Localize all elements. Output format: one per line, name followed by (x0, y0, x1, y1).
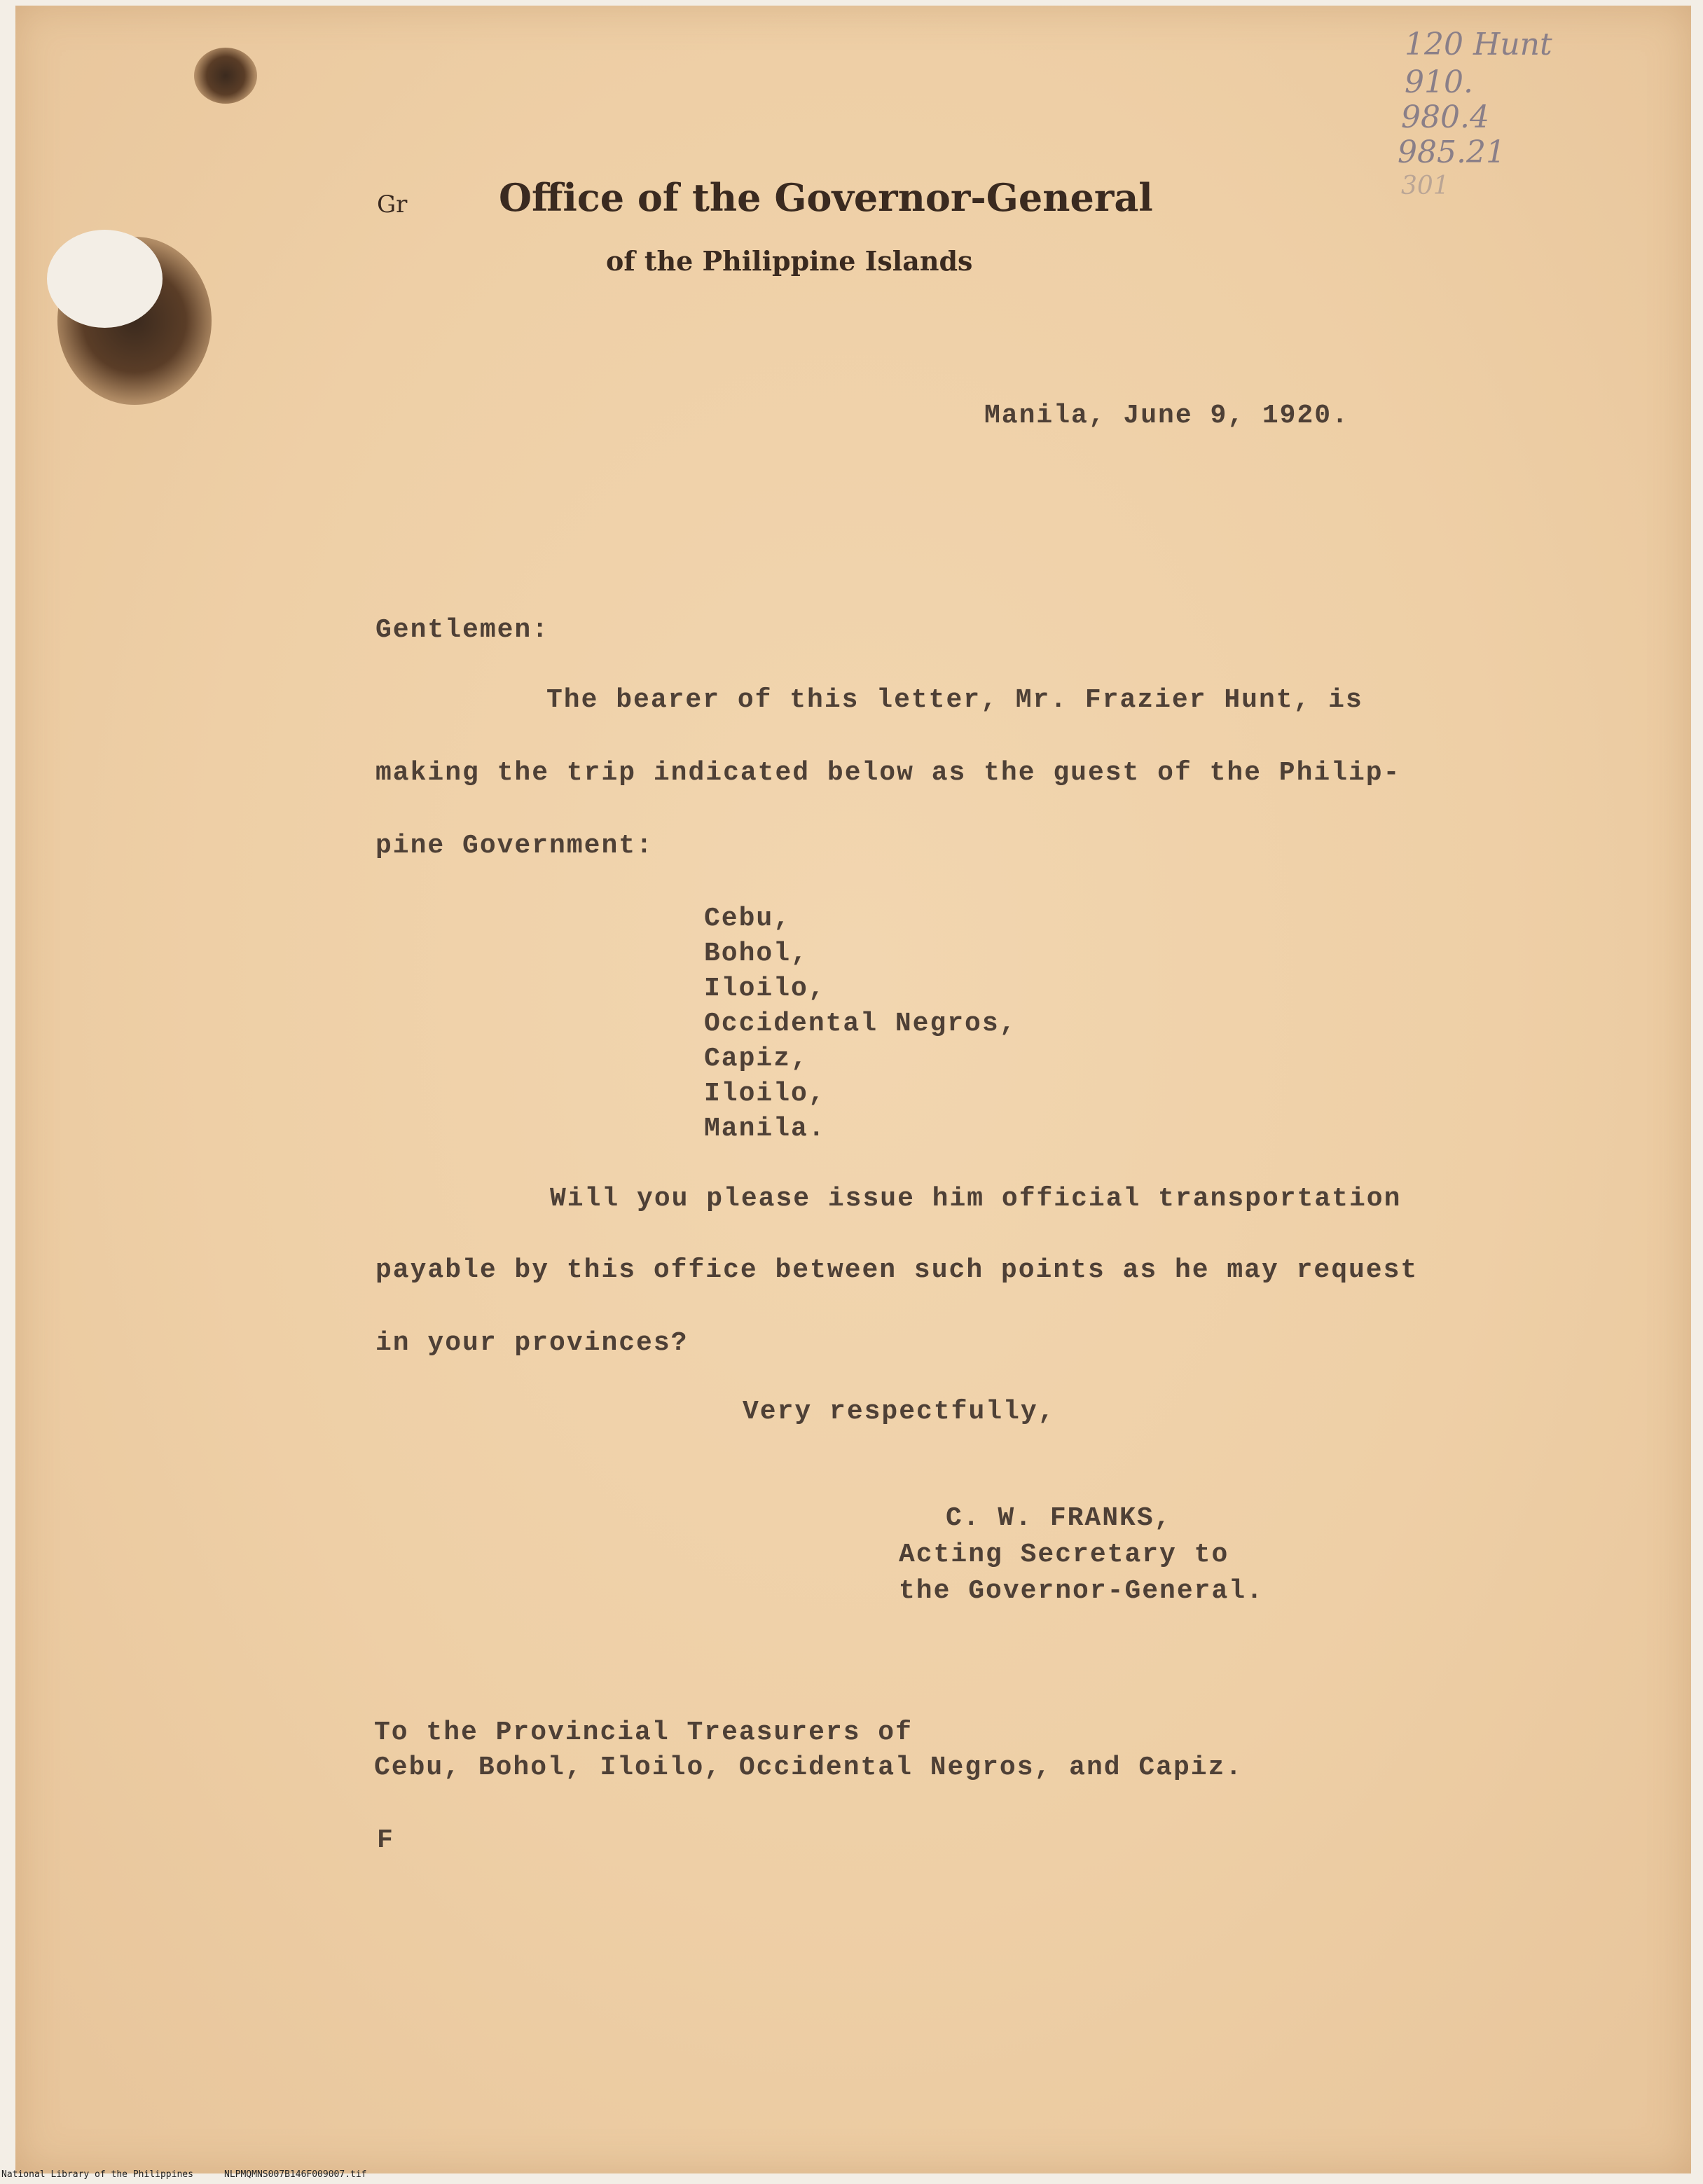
itinerary-item: Manila. (704, 1114, 826, 1144)
paragraph-line: The bearer of this letter, Mr. Frazier Hunt, is (546, 685, 1363, 715)
signature-title: the Governor-General. (899, 1576, 1264, 1606)
letterhead-subtitle: of the Philippine Islands (606, 245, 973, 277)
scan-institution: National Library of the Philippines (1, 2169, 193, 2180)
addressee-line: Cebu, Bohol, Iloilo, Occidental Negros, and Capiz. (374, 1753, 1243, 1783)
itinerary-item: Cebu, (704, 904, 792, 934)
typist-initial: F (377, 1825, 394, 1855)
paragraph-line: payable by this office between such points as he may request (375, 1255, 1419, 1285)
itinerary-item: Iloilo, (704, 974, 826, 1004)
letter-page (15, 6, 1691, 2173)
signature-title: Acting Secretary to (899, 1540, 1229, 1570)
marginal-note: 120 Hunt (1405, 27, 1552, 62)
paragraph-line: making the trip indicated below as the guest of the Philip- (375, 758, 1401, 788)
burn-hole (47, 230, 163, 328)
marginal-note: 980.4 (1401, 99, 1489, 135)
dateline: Manila, June 9, 1920. (984, 401, 1349, 431)
closing: Very respectfully, (743, 1397, 1056, 1427)
file-code: Gr (377, 191, 408, 219)
itinerary-item: Occidental Negros, (704, 1009, 1017, 1039)
marginal-note: 301 (1401, 172, 1449, 200)
marginal-note: 910. (1405, 64, 1473, 100)
marginal-note: 985.21 (1398, 134, 1505, 170)
addressee-line: To the Provincial Treasurers of (374, 1718, 913, 1748)
signature-name: C. W. FRANKS, (946, 1503, 1172, 1533)
paragraph-line: pine Government: (375, 831, 654, 861)
paragraph-line: Will you please issue him official transportation (550, 1184, 1402, 1214)
itinerary-item: Iloilo, (704, 1079, 826, 1109)
paragraph-line: in your provinces? (375, 1328, 689, 1358)
scan-filename: NLPMQMNS007B146F009007.tif (224, 2169, 367, 2180)
itinerary-item: Capiz, (704, 1044, 808, 1074)
itinerary-item: Bohol, (704, 939, 808, 969)
letterhead-title: Office of the Governor-General (499, 175, 1153, 220)
burn-mark-small (194, 48, 257, 104)
salutation: Gentlemen: (375, 615, 550, 645)
